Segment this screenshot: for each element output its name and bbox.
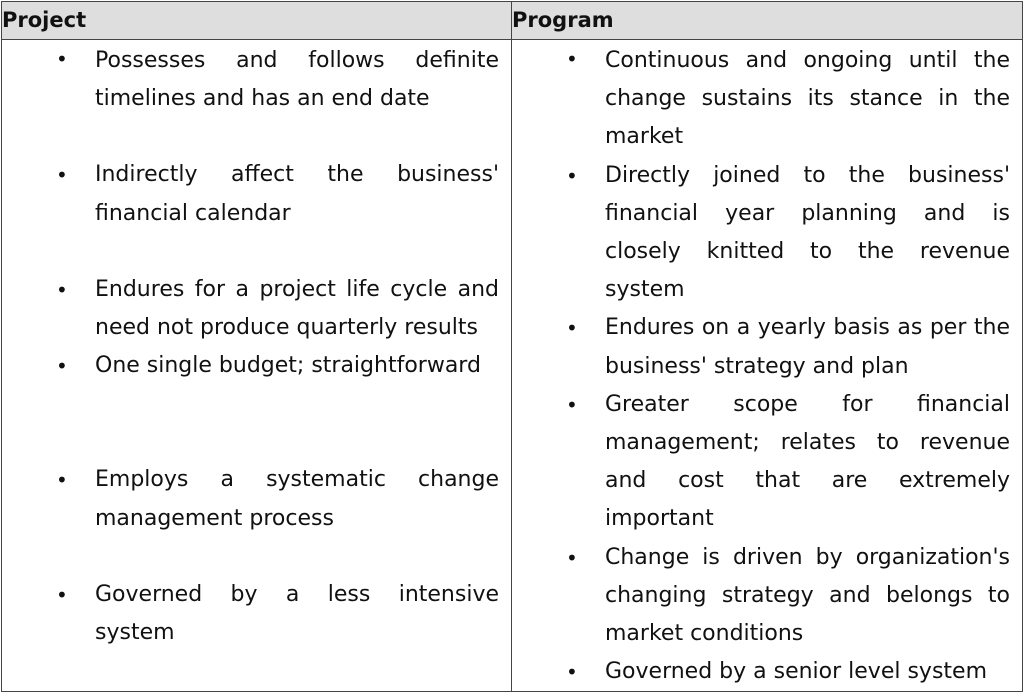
- body-row: [2, 40, 1023, 692]
- program-cell: [512, 40, 1023, 692]
- project-list: [2, 40, 511, 652]
- project-item: • Indirectly affect the business' financial calendar: [2, 156, 511, 270]
- project-cell: [2, 40, 512, 692]
- project-item: • Possesses and follows definite timelines and has an end date: [2, 40, 511, 156]
- program-item: • Greater scope for financial management; relates to revenue and cost that are extremely important: [512, 386, 1022, 539]
- project-item: • Endures for a project life cycle and need not produce quarterly results: [2, 271, 511, 347]
- program-item: • Governed by a senior level system: [512, 653, 1022, 691]
- project-item: • Employs a systematic change management process: [2, 461, 511, 575]
- program-item: • Directly joined to the business' financial year planning and is closely knitted to the revenue system: [512, 157, 1022, 310]
- comparison-table: [1, 1, 1023, 692]
- project-item: • Governed by a less intensive system: [2, 576, 511, 652]
- header-program: Program: [512, 2, 1023, 40]
- header-row: [2, 2, 1023, 40]
- program-item: • Continuous and ongoing until the change sustains its stance in the market: [512, 40, 1022, 157]
- program-list: [512, 40, 1022, 691]
- header-project: Project: [2, 2, 512, 40]
- program-item: • Endures on a yearly basis as per the business' strategy and plan: [512, 309, 1022, 385]
- project-item: • One single budget; straightforward: [2, 347, 511, 461]
- program-item: • Change is driven by organization's changing strategy and belongs to market conditions: [512, 539, 1022, 654]
